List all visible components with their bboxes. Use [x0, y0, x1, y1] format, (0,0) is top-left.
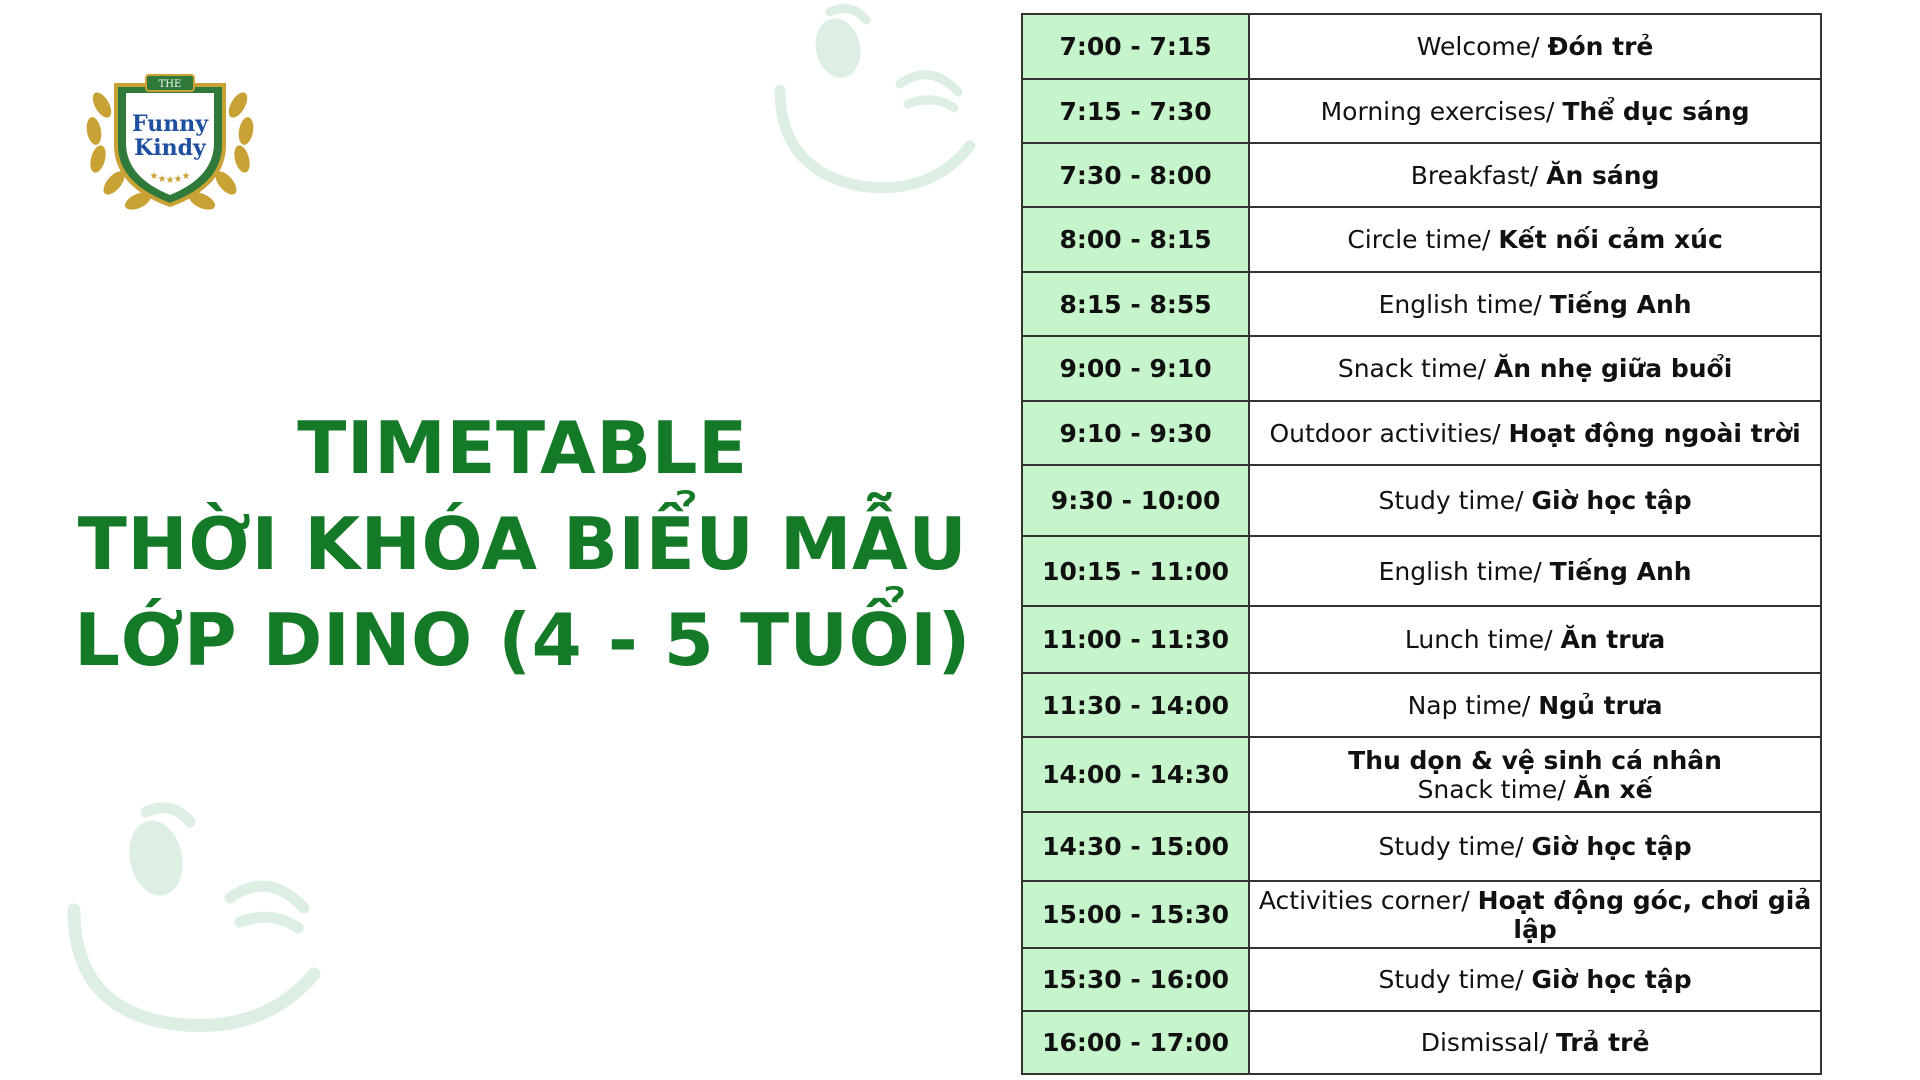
- time-cell: 9:10 - 9:30: [1022, 401, 1249, 465]
- activity-vi: Ăn sáng: [1546, 160, 1660, 190]
- table-row: [1022, 881, 1821, 948]
- smiley-decoration-bottom: [60, 790, 350, 1040]
- time-cell: 9:30 - 10:00: [1022, 465, 1249, 536]
- title-line-2: THỜI KHÓA BIỂU MẪU: [77, 502, 968, 586]
- table-row: [1022, 1011, 1821, 1074]
- time-cell: 7:15 - 7:30: [1022, 79, 1249, 143]
- title-line-3: LỚP DINO (4 - 5 TUỔI): [74, 598, 971, 682]
- activity-cell: [1249, 79, 1821, 143]
- activity-vi: Tiếng Anh: [1549, 556, 1692, 586]
- activity-cell: [1249, 336, 1821, 401]
- activity-cell: [1249, 401, 1821, 465]
- time-cell: 14:00 - 14:30: [1022, 737, 1249, 812]
- time-cell: 14:30 - 15:00: [1022, 812, 1249, 881]
- table-row: [1022, 812, 1821, 881]
- timetable: [1021, 13, 1822, 1075]
- time-cell: 7:30 - 8:00: [1022, 143, 1249, 207]
- table-row: [1022, 14, 1821, 79]
- svg-text:Funny: Funny: [131, 111, 209, 137]
- smiley-decoration-top: [760, 0, 990, 200]
- activity-vi: Ngủ trưa: [1538, 690, 1663, 720]
- activity-vi: Giờ học tập: [1531, 486, 1692, 515]
- activity-line-1: Thu dọn & vệ sinh cá nhân: [1348, 745, 1722, 775]
- activity-en: Circle time/: [1347, 225, 1499, 254]
- activity-en: Nap time/: [1407, 690, 1539, 720]
- activity-en: Morning exercises/: [1320, 96, 1563, 126]
- activity-cell: [1249, 272, 1821, 336]
- time-cell: 10:15 - 11:00: [1022, 536, 1249, 606]
- time-cell: 11:00 - 11:30: [1022, 606, 1249, 673]
- activity-en: Welcome/: [1416, 32, 1548, 61]
- table-row: [1022, 143, 1821, 207]
- table-row: [1022, 79, 1821, 143]
- activity-cell: [1249, 143, 1821, 207]
- activity-vi: Ăn xế: [1573, 774, 1653, 804]
- activity-vi: Thể dục sáng: [1562, 96, 1750, 126]
- activity-cell: [1249, 207, 1821, 272]
- time-cell: 15:30 - 16:00: [1022, 948, 1249, 1011]
- svg-text:★: ★: [157, 174, 167, 185]
- activity-en: Lunch time/: [1404, 625, 1561, 654]
- activity-cell: [1249, 465, 1821, 536]
- activity-cell: [1249, 673, 1821, 737]
- activity-vi: Đón trẻ: [1547, 32, 1654, 61]
- svg-text:Kindy: Kindy: [134, 135, 206, 161]
- activity-en: Study time/: [1378, 486, 1532, 515]
- activity-vi: Ăn nhẹ giữa buổi: [1493, 354, 1733, 383]
- svg-text:★: ★: [149, 171, 159, 182]
- activity-cell: [1249, 536, 1821, 606]
- table-row: [1022, 673, 1821, 737]
- activity-en: Outdoor activities/: [1269, 418, 1509, 448]
- activity-en: Breakfast/: [1410, 160, 1547, 190]
- activity-en: Dismissal/: [1420, 1028, 1556, 1057]
- time-cell: 15:00 - 15:30: [1022, 881, 1249, 948]
- activity-vi: Tiếng Anh: [1549, 289, 1692, 319]
- funny-kindy-logo: [80, 55, 260, 215]
- table-row: [1022, 336, 1821, 401]
- activity-en: Snack time/: [1337, 354, 1494, 383]
- activity-cell: [1249, 881, 1821, 948]
- activity-vi: Trả trẻ: [1555, 1028, 1650, 1057]
- activity-en: Snack time/: [1417, 774, 1574, 804]
- time-cell: 8:00 - 8:15: [1022, 207, 1249, 272]
- svg-text:★: ★: [165, 175, 175, 186]
- svg-text:★: ★: [181, 171, 191, 182]
- time-cell: 8:15 - 8:55: [1022, 272, 1249, 336]
- activity-cell: [1249, 812, 1821, 881]
- svg-text:★: ★: [173, 174, 183, 185]
- table-row: [1022, 465, 1821, 536]
- table-row: [1022, 606, 1821, 673]
- time-cell: 11:30 - 14:00: [1022, 673, 1249, 737]
- activity-vi: Kết nối cảm xúc: [1498, 225, 1723, 254]
- activity-en: Study time/: [1378, 832, 1532, 861]
- activity-vi: Ăn trưa: [1560, 625, 1666, 654]
- activity-cell: [1249, 14, 1821, 79]
- activity-vi: Giờ học tập: [1531, 965, 1692, 994]
- time-cell: 16:00 - 17:00: [1022, 1011, 1249, 1074]
- activity-vi: Giờ học tập: [1531, 832, 1692, 861]
- activity-cell: [1249, 737, 1821, 812]
- table-row: [1022, 737, 1821, 812]
- svg-text:THE: THE: [158, 79, 182, 90]
- activity-en: English time/: [1378, 289, 1550, 319]
- table-row: [1022, 207, 1821, 272]
- activity-en: English time/: [1378, 556, 1550, 586]
- activity-cell: [1249, 1011, 1821, 1074]
- activity-cell: [1249, 606, 1821, 673]
- activity-cell: [1249, 948, 1821, 1011]
- activity-en: Activities corner/: [1258, 885, 1478, 915]
- table-row: [1022, 948, 1821, 1011]
- table-row: [1022, 536, 1821, 606]
- activity-vi: Hoạt động góc, chơi giả lập: [1477, 885, 1812, 944]
- table-row: [1022, 401, 1821, 465]
- activity-en: Study time/: [1378, 965, 1532, 994]
- page-title: [60, 400, 985, 688]
- time-cell: 7:00 - 7:15: [1022, 14, 1249, 79]
- table-row: [1022, 272, 1821, 336]
- time-cell: 9:00 - 9:10: [1022, 336, 1249, 401]
- activity-vi: Hoạt động ngoài trời: [1508, 418, 1801, 448]
- title-line-1: TIMETABLE: [297, 406, 748, 490]
